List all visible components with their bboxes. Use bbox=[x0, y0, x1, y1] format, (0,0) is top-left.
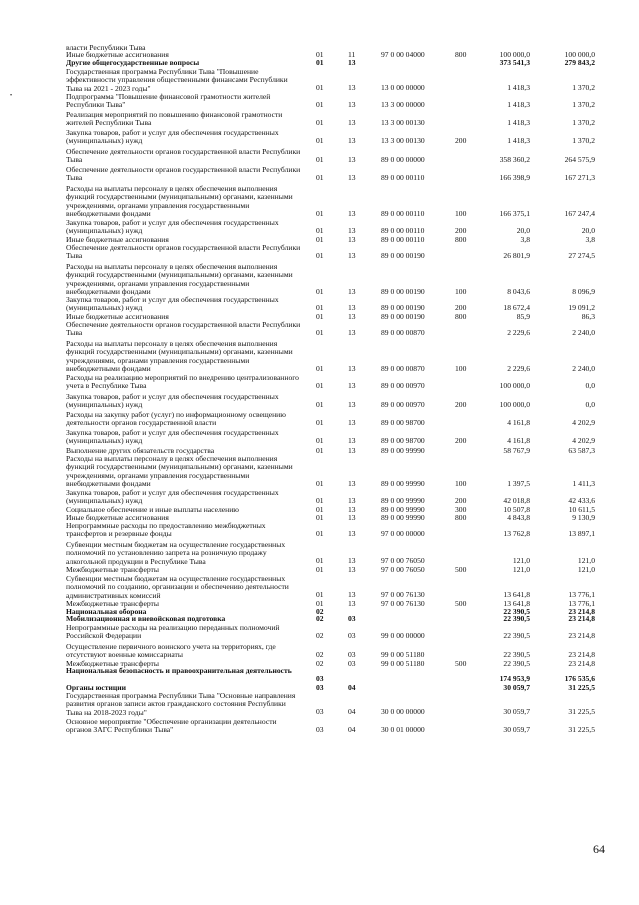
section-code: 01 bbox=[316, 556, 324, 565]
row-name: Органы юстиции bbox=[66, 683, 126, 692]
section-code: 01 bbox=[316, 58, 324, 67]
amount-year-1: 166 375,1 bbox=[499, 209, 530, 218]
amount-year-1: 30 059,7 bbox=[503, 707, 530, 716]
target-article-code: 89 0 00 00970 bbox=[381, 400, 425, 409]
target-article-code: 89 0 00 00190 bbox=[381, 303, 425, 312]
amount-year-1: 13 641,8 bbox=[503, 599, 530, 608]
row-name: Национальная оборона bbox=[66, 607, 147, 616]
section-code: 01 bbox=[316, 418, 324, 427]
section-code: 01 bbox=[316, 100, 324, 109]
amount-year-2: 27 274,5 bbox=[568, 251, 595, 260]
amount-year-1: 1 418,3 bbox=[507, 100, 530, 109]
section-code: 03 bbox=[316, 725, 324, 734]
expense-type-code: 200 bbox=[455, 436, 467, 445]
row-name: Закупка товаров, работ и услуг для обеспечения государственных (муниципальных) нужд bbox=[66, 218, 279, 236]
subsection-code: 13 bbox=[348, 251, 356, 260]
row-name: Государственная программа Республики Тыва "Основные направления развития органов записи актов гражданского состояния Республики Тыва на 2018-2023 годы" bbox=[66, 691, 296, 717]
amount-year-2: 264 575,9 bbox=[564, 155, 595, 164]
subsection-code: 13 bbox=[348, 400, 356, 409]
subsection-code: 13 bbox=[348, 235, 356, 244]
expense-type-code: 500 bbox=[455, 659, 467, 668]
section-code: 03 bbox=[316, 683, 324, 692]
row-name: Подпрограмма "Повышение финансовой грамотности жителей Республики Тыва" bbox=[66, 92, 271, 110]
section-code: 02 bbox=[316, 614, 324, 623]
row-name: Закупка товаров, работ и услуг для обеспечения государственных (муниципальных) нужд bbox=[66, 392, 279, 410]
amount-year-2: 0,0 bbox=[585, 400, 595, 409]
amount-year-1: 22 390,5 bbox=[503, 631, 530, 640]
section-code: 01 bbox=[316, 590, 324, 599]
section-code: 01 bbox=[316, 599, 324, 608]
section-code: 01 bbox=[316, 251, 324, 260]
amount-year-1: 1 397,5 bbox=[507, 479, 530, 488]
expense-type-code: 200 bbox=[455, 400, 467, 409]
section-code: 01 bbox=[316, 303, 324, 312]
amount-year-1: 358 360,2 bbox=[499, 155, 530, 164]
expense-type-code: 100 bbox=[455, 479, 467, 488]
amount-year-2: 167 247,4 bbox=[564, 209, 595, 218]
amount-year-1: 22 390,5 bbox=[503, 614, 530, 623]
target-article-code: 13 3 00 00000 bbox=[381, 100, 425, 109]
subsection-code: 13 bbox=[348, 556, 356, 565]
row-name: Непрограммные расходы по предоставлению межбюджетных трансфертов и резервные фонды bbox=[66, 521, 266, 539]
target-article-code: 89 0 00 00110 bbox=[381, 173, 425, 182]
amount-year-1: 10 507,8 bbox=[503, 505, 530, 514]
section-code: 01 bbox=[316, 83, 324, 92]
target-article-code: 30 0 00 00000 bbox=[381, 707, 425, 716]
subsection-code: 13 bbox=[348, 364, 356, 373]
amount-year-2: 20,0 bbox=[581, 226, 595, 235]
subsection-code: 04 bbox=[348, 707, 356, 716]
amount-year-1: 2 229,6 bbox=[507, 364, 530, 373]
amount-year-2: 23 214,8 bbox=[568, 650, 595, 659]
target-article-code: 13 0 00 00000 bbox=[381, 83, 425, 92]
target-article-code: 89 0 00 99990 bbox=[381, 446, 425, 455]
amount-year-1: 1 418,3 bbox=[507, 136, 530, 145]
row-name: Межбюджетные трансферты bbox=[66, 565, 159, 574]
section-code: 01 bbox=[316, 226, 324, 235]
amount-year-1: 26 801,9 bbox=[503, 251, 530, 260]
section-code: 01 bbox=[316, 50, 324, 59]
row-name: Социальное обеспечение и иные выплаты населению bbox=[66, 505, 239, 514]
row-name: Субвенции местным бюджетам на осуществление государственных полномочий по созданию, организации и обеспечению деятельности административных комиссий bbox=[66, 574, 289, 600]
amount-year-2: 0,0 bbox=[585, 381, 595, 390]
target-article-code: 89 0 00 99990 bbox=[381, 479, 425, 488]
amount-year-1: 22 390,5 bbox=[503, 607, 530, 616]
expense-type-code: 100 bbox=[455, 209, 467, 218]
subsection-code: 13 bbox=[348, 118, 356, 127]
expense-type-code: 300 bbox=[455, 505, 467, 514]
subsection-code: 04 bbox=[348, 683, 356, 692]
subsection-code: 13 bbox=[348, 209, 356, 218]
target-article-code: 89 0 00 00870 bbox=[381, 364, 425, 373]
amount-year-1: 30 059,7 bbox=[503, 725, 530, 734]
amount-year-2: 100 000,0 bbox=[564, 50, 595, 59]
section-code: 01 bbox=[316, 505, 324, 514]
target-article-code: 89 0 00 00000 bbox=[381, 155, 425, 164]
row-name: Иные бюджетные ассигнования bbox=[66, 50, 169, 59]
section-code: 01 bbox=[316, 529, 324, 538]
section-code: 01 bbox=[316, 209, 324, 218]
amount-year-2: 13 897,1 bbox=[568, 529, 595, 538]
subsection-code: 11 bbox=[348, 50, 356, 59]
row-name: Межбюджетные трансферты bbox=[66, 599, 159, 608]
expense-type-code: 100 bbox=[455, 287, 467, 296]
row-name: Субвенции местным бюджетам на осуществление государственных полномочий по установлению запрета на розничную продажу алкогольной продукции в Республике Тыва bbox=[66, 540, 286, 566]
amount-year-1: 166 398,9 bbox=[499, 173, 530, 182]
amount-year-2: 23 214,8 bbox=[568, 614, 595, 623]
section-code: 01 bbox=[316, 565, 324, 574]
target-article-code: 89 0 00 99990 bbox=[381, 505, 425, 514]
section-code: 02 bbox=[316, 607, 324, 616]
amount-year-2: 9 130,9 bbox=[572, 513, 595, 522]
amount-year-2: 31 225,5 bbox=[568, 707, 595, 716]
section-code: 02 bbox=[316, 631, 324, 640]
target-article-code: 99 0 00 51180 bbox=[381, 659, 425, 668]
amount-year-1: 100 000,0 bbox=[499, 50, 530, 59]
subsection-code: 03 bbox=[348, 631, 356, 640]
amount-year-1: 4 843,8 bbox=[507, 513, 530, 522]
target-article-code: 97 0 00 04000 bbox=[381, 50, 425, 59]
section-code: 01 bbox=[316, 173, 324, 182]
amount-year-1: 13 641,8 bbox=[503, 590, 530, 599]
target-article-code: 97 0 00 76050 bbox=[381, 565, 425, 574]
target-article-code: 97 0 00 76130 bbox=[381, 590, 425, 599]
row-name: Закупка товаров, работ и услуг для обеспечения государственных (муниципальных) нужд bbox=[66, 295, 279, 313]
amount-year-1: 22 390,5 bbox=[503, 650, 530, 659]
amount-year-2: 2 240,0 bbox=[572, 328, 595, 337]
amount-year-2: 1 370,2 bbox=[572, 118, 595, 127]
expense-type-code: 200 bbox=[455, 136, 467, 145]
target-article-code: 89 0 00 00190 bbox=[381, 312, 425, 321]
amount-year-1: 30 059,7 bbox=[503, 683, 530, 692]
subsection-code: 13 bbox=[348, 303, 356, 312]
row-name: Выполнение других обязательств государства bbox=[66, 446, 215, 455]
section-code: 01 bbox=[316, 479, 324, 488]
row-name: Непрограммные расходы на реализацию переданных полномочий Российской Федерации bbox=[66, 623, 280, 641]
target-article-code: 89 0 00 00970 bbox=[381, 381, 425, 390]
amount-year-2: 23 214,8 bbox=[568, 607, 595, 616]
row-name: Расходы на выплаты персоналу в целях обеспечения выполнения функций государственными (муниципальными) органами, казенными учреждениями, органами управления государственными внебюджетными фондами bbox=[66, 262, 293, 296]
target-article-code: 89 0 00 99990 bbox=[381, 513, 425, 522]
section-code: 01 bbox=[316, 513, 324, 522]
expense-type-code: 200 bbox=[455, 496, 467, 505]
expense-type-code: 800 bbox=[455, 50, 467, 59]
page-number: 64 bbox=[593, 842, 605, 856]
row-name: Иные бюджетные ассигнования bbox=[66, 235, 169, 244]
target-article-code: 89 0 00 00110 bbox=[381, 209, 425, 218]
section-code: 01 bbox=[316, 235, 324, 244]
subsection-code: 04 bbox=[348, 725, 356, 734]
row-name: Основное мероприятие "Обеспечение организации деятельности органов ЗАГС Республики Тыва" bbox=[66, 717, 277, 735]
target-article-code: 89 0 00 98700 bbox=[381, 418, 425, 427]
subsection-code: 13 bbox=[348, 328, 356, 337]
amount-year-1: 1 418,3 bbox=[507, 118, 530, 127]
amount-year-2: 8 096,9 bbox=[572, 287, 595, 296]
subsection-code: 13 bbox=[348, 479, 356, 488]
row-name: Иные бюджетные ассигнования bbox=[66, 312, 169, 321]
expense-type-code: 500 bbox=[455, 565, 467, 574]
subsection-code: 13 bbox=[348, 83, 356, 92]
subsection-code: 13 bbox=[348, 505, 356, 514]
subsection-code: 13 bbox=[348, 287, 356, 296]
amount-year-2: 176 535,6 bbox=[564, 674, 595, 683]
row-name: Расходы на выплаты персоналу в целях обеспечения выполнения функций государственными (муниципальными) органами, казенными учреждениями, органами управления государственными внебюджетными фондами bbox=[66, 184, 293, 218]
target-article-code: 89 0 00 00110 bbox=[381, 235, 425, 244]
row-name: Расходы на закупку работ (услуг) по информационному освещению деятельности органов государственной власти bbox=[66, 410, 286, 428]
section-code: 01 bbox=[316, 118, 324, 127]
subsection-code: 13 bbox=[348, 590, 356, 599]
subsection-code: 13 bbox=[348, 446, 356, 455]
amount-year-2: 2 240,0 bbox=[572, 364, 595, 373]
margin-dot: • bbox=[10, 93, 13, 99]
amount-year-1: 121,0 bbox=[512, 556, 530, 565]
amount-year-2: 121,0 bbox=[577, 556, 595, 565]
amount-year-2: 63 587,3 bbox=[568, 446, 595, 455]
target-article-code: 89 0 00 00190 bbox=[381, 251, 425, 260]
target-article-code: 89 0 00 99990 bbox=[381, 496, 425, 505]
target-article-code: 97 0 00 00000 bbox=[381, 529, 425, 538]
subsection-code: 13 bbox=[348, 513, 356, 522]
subsection-code: 13 bbox=[348, 100, 356, 109]
row-name: власти Республики Тыва bbox=[66, 43, 146, 52]
row-name: Мобилизационная и вневойсковая подготовка bbox=[66, 614, 226, 623]
row-name: Расходы на выплаты персоналу в целях обеспечения выполнения функций государственными (муниципальными) органами, казенными учреждениями, органами управления государственными внебюджетными фондами bbox=[66, 454, 293, 488]
target-article-code: 13 3 00 00130 bbox=[381, 136, 425, 145]
expense-type-code: 200 bbox=[455, 303, 467, 312]
row-name: Расходы на реализацию мероприятий по внедрению централизованного учета в Республике Тыва bbox=[66, 373, 299, 391]
row-name: Обеспечение деятельности органов государственной власти Республики Тыва bbox=[66, 243, 301, 261]
amount-year-2: 10 611,5 bbox=[568, 505, 595, 514]
expense-type-code: 100 bbox=[455, 364, 467, 373]
amount-year-1: 100 000,0 bbox=[499, 400, 530, 409]
row-name: Осуществление первичного воинского учета на территориях, где отсутствуют военные комиссариаты bbox=[66, 642, 276, 660]
subsection-code: 13 bbox=[348, 529, 356, 538]
amount-year-2: 167 271,3 bbox=[564, 173, 595, 182]
amount-year-2: 1 370,2 bbox=[572, 83, 595, 92]
target-article-code: 99 0 00 51180 bbox=[381, 650, 425, 659]
amount-year-2: 279 843,2 bbox=[564, 58, 595, 67]
subsection-code: 13 bbox=[348, 436, 356, 445]
amount-year-2: 1 370,2 bbox=[572, 100, 595, 109]
amount-year-2: 23 214,8 bbox=[568, 659, 595, 668]
section-code: 02 bbox=[316, 659, 324, 668]
section-code: 03 bbox=[316, 674, 324, 683]
row-name: Обеспечение деятельности органов государственной власти Республики Тыва bbox=[66, 165, 301, 183]
amount-year-1: 20,0 bbox=[516, 226, 530, 235]
section-code: 01 bbox=[316, 381, 324, 390]
amount-year-2: 19 091,2 bbox=[568, 303, 595, 312]
section-code: 01 bbox=[316, 136, 324, 145]
row-name: Реализация мероприятий по повышению финансовой грамотности жителей Республики Тыва bbox=[66, 110, 283, 128]
row-name: Обеспечение деятельности органов государственной власти Республики Тыва bbox=[66, 147, 301, 165]
amount-year-1: 4 161,8 bbox=[507, 436, 530, 445]
subsection-code: 13 bbox=[348, 496, 356, 505]
expense-type-code: 800 bbox=[455, 235, 467, 244]
subsection-code: 13 bbox=[348, 599, 356, 608]
amount-year-2: 31 225,5 bbox=[568, 725, 595, 734]
amount-year-2: 1 411,3 bbox=[572, 479, 595, 488]
subsection-code: 03 bbox=[348, 659, 356, 668]
row-name: Межбюджетные трансферты bbox=[66, 659, 159, 668]
section-code: 03 bbox=[316, 707, 324, 716]
amount-year-2: 4 202,9 bbox=[572, 418, 595, 427]
amount-year-1: 1 418,3 bbox=[507, 83, 530, 92]
amount-year-1: 8 043,6 bbox=[507, 287, 530, 296]
amount-year-1: 3,8 bbox=[520, 235, 530, 244]
row-name: Государственная программа Республики Тыва "Повышение эффективности управления общественными финансами Республики Тыва на 2021 - 2023 годы" bbox=[66, 67, 288, 93]
amount-year-1: 85,9 bbox=[516, 312, 530, 321]
section-code: 01 bbox=[316, 328, 324, 337]
amount-year-2: 13 776,1 bbox=[568, 599, 595, 608]
row-name: Иные бюджетные ассигнования bbox=[66, 513, 169, 522]
target-article-code: 13 3 00 00130 bbox=[381, 118, 425, 127]
expense-type-code: 800 bbox=[455, 513, 467, 522]
amount-year-2: 4 202,9 bbox=[572, 436, 595, 445]
target-article-code: 89 0 00 00870 bbox=[381, 328, 425, 337]
row-name: Другие общегосударственные вопросы bbox=[66, 58, 200, 67]
amount-year-2: 31 225,5 bbox=[568, 683, 595, 692]
target-article-code: 97 0 00 76050 bbox=[381, 556, 425, 565]
amount-year-1: 174 953,9 bbox=[499, 674, 530, 683]
subsection-code: 13 bbox=[348, 155, 356, 164]
section-code: 01 bbox=[316, 446, 324, 455]
amount-year-1: 4 161,8 bbox=[507, 418, 530, 427]
subsection-code: 13 bbox=[348, 136, 356, 145]
amount-year-2: 86,3 bbox=[581, 312, 595, 321]
expense-type-code: 500 bbox=[455, 599, 467, 608]
section-code: 01 bbox=[316, 364, 324, 373]
expense-type-code: 200 bbox=[455, 226, 467, 235]
amount-year-1: 42 018,8 bbox=[503, 496, 530, 505]
subsection-code: 13 bbox=[348, 312, 356, 321]
amount-year-1: 22 390,5 bbox=[503, 659, 530, 668]
target-article-code: 99 0 00 00000 bbox=[381, 631, 425, 640]
row-name: Закупка товаров, работ и услуг для обеспечения государственных (муниципальных) нужд bbox=[66, 428, 279, 446]
subsection-code: 03 bbox=[348, 650, 356, 659]
target-article-code: 89 0 00 00110 bbox=[381, 226, 425, 235]
row-name: Национальная безопасность и правоохранительная деятельность bbox=[66, 666, 292, 675]
section-code: 02 bbox=[316, 650, 324, 659]
row-name: Закупка товаров, работ и услуг для обеспечения государственных (муниципальных) нужд bbox=[66, 128, 279, 146]
row-name: Обеспечение деятельности органов государственной власти Республики Тыва bbox=[66, 320, 301, 338]
amount-year-1: 58 767,9 bbox=[503, 446, 530, 455]
row-name: Расходы на выплаты персоналу в целях обеспечения выполнения функций государственными (муниципальными) органами, казенными учреждениями, органами управления государственными внебюджетными фондами bbox=[66, 339, 293, 373]
amount-year-1: 100 000,0 bbox=[499, 381, 530, 390]
amount-year-2: 3,8 bbox=[585, 235, 595, 244]
target-article-code: 97 0 00 76130 bbox=[381, 599, 425, 608]
amount-year-1: 18 672,4 bbox=[503, 303, 530, 312]
section-code: 01 bbox=[316, 155, 324, 164]
row-name: Закупка товаров, работ и услуг для обеспечения государственных (муниципальных) нужд bbox=[66, 488, 279, 506]
subsection-code: 13 bbox=[348, 381, 356, 390]
amount-year-2: 121,0 bbox=[577, 565, 595, 574]
section-code: 01 bbox=[316, 496, 324, 505]
subsection-code: 03 bbox=[348, 614, 356, 623]
amount-year-1: 13 762,8 bbox=[503, 529, 530, 538]
amount-year-1: 373 541,3 bbox=[499, 58, 530, 67]
target-article-code: 30 0 01 00000 bbox=[381, 725, 425, 734]
section-code: 01 bbox=[316, 312, 324, 321]
amount-year-1: 121,0 bbox=[512, 565, 530, 574]
subsection-code: 13 bbox=[348, 173, 356, 182]
section-code: 01 bbox=[316, 400, 324, 409]
amount-year-1: 2 229,6 bbox=[507, 328, 530, 337]
subsection-code: 13 bbox=[348, 418, 356, 427]
subsection-code: 13 bbox=[348, 226, 356, 235]
subsection-code: 13 bbox=[348, 565, 356, 574]
amount-year-2: 13 776,1 bbox=[568, 590, 595, 599]
amount-year-2: 1 370,2 bbox=[572, 136, 595, 145]
subsection-code: 13 bbox=[348, 58, 356, 67]
target-article-code: 89 0 00 00190 bbox=[381, 287, 425, 296]
target-article-code: 89 0 00 98700 bbox=[381, 436, 425, 445]
amount-year-2: 23 214,8 bbox=[568, 631, 595, 640]
section-code: 01 bbox=[316, 287, 324, 296]
section-code: 01 bbox=[316, 436, 324, 445]
amount-year-2: 42 433,6 bbox=[568, 496, 595, 505]
expense-type-code: 800 bbox=[455, 312, 467, 321]
